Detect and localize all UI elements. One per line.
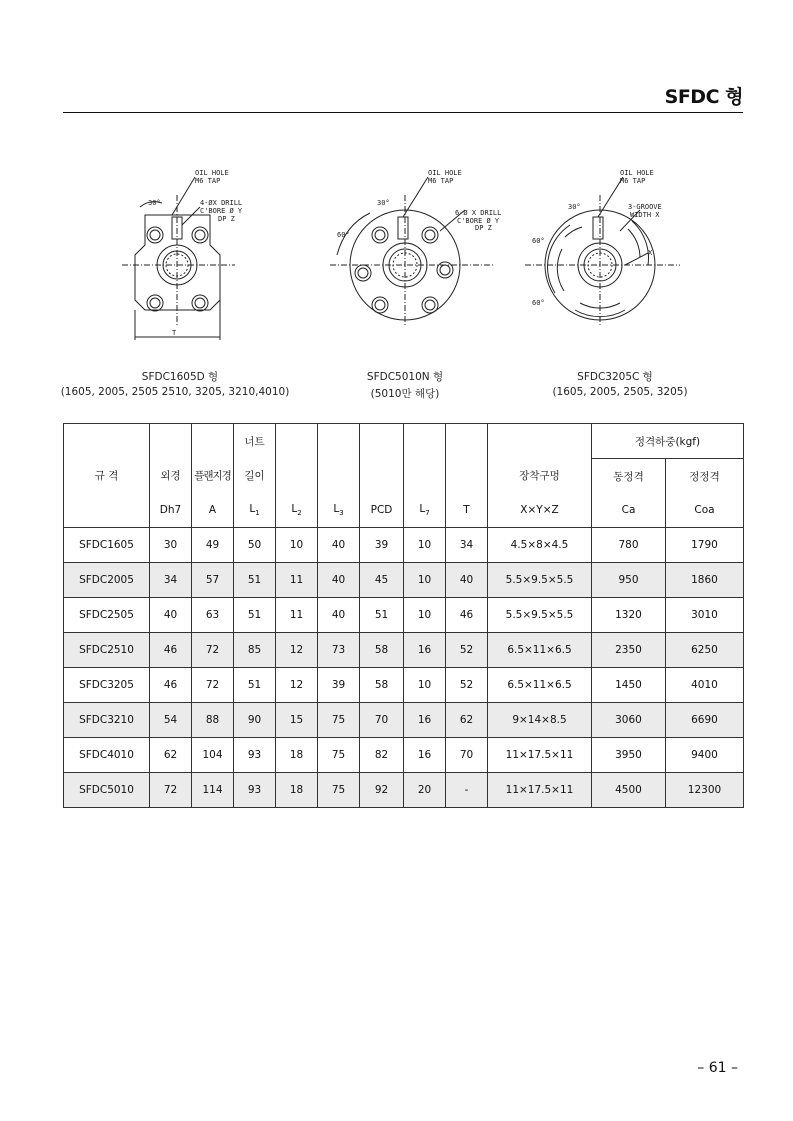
label-angle: 30° <box>148 199 161 207</box>
table-cell: SFDC2505 <box>64 598 150 633</box>
label-cbore: C'BORE Ø Y <box>457 217 500 225</box>
table-cell: 3060 <box>592 703 666 738</box>
table-cell: 3010 <box>666 598 744 633</box>
table-row <box>64 703 744 738</box>
caption-2a: SFDC5010N 형 <box>366 371 444 383</box>
header-pcd: PCD <box>360 493 404 528</box>
table-cell: 52 <box>446 668 488 703</box>
table-cell: 34 <box>150 563 192 598</box>
table-cell: 30 <box>150 528 192 563</box>
table-cell: 70 <box>446 738 488 773</box>
label-dp: DP Z <box>475 224 492 232</box>
table-cell: 10 <box>404 598 446 633</box>
label-m6-tap: M6 TAP <box>195 177 221 185</box>
table-row <box>64 563 744 598</box>
table-cell: - <box>446 773 488 808</box>
table-cell: 49 <box>192 528 234 563</box>
table-cell: 72 <box>150 773 192 808</box>
page-title: SFDC 형 <box>664 86 743 108</box>
table-cell: 73 <box>318 633 360 668</box>
header-dynamic: 동정격 <box>592 459 666 494</box>
table-cell: 70 <box>360 703 404 738</box>
table-cell: 57 <box>192 563 234 598</box>
table-cell: 9400 <box>666 738 744 773</box>
caption-2b: (5010만 해당) <box>370 388 440 400</box>
table-cell: SFDC2510 <box>64 633 150 668</box>
table-cell: 10 <box>404 668 446 703</box>
label-groove: 3-GROOVE <box>628 203 662 211</box>
table-cell: 58 <box>360 633 404 668</box>
header-coa: Coa <box>666 493 744 528</box>
header-rated-load: 정격하중(kgf) <box>592 424 744 459</box>
table-cell: 51 <box>234 598 276 633</box>
table-cell: 75 <box>318 738 360 773</box>
spec-table <box>63 423 744 808</box>
table-cell: 39 <box>318 668 360 703</box>
table-cell: 52 <box>446 633 488 668</box>
table-cell: 63 <box>192 598 234 633</box>
table-cell: 104 <box>192 738 234 773</box>
table-cell: SFDC4010 <box>64 738 150 773</box>
label-angle-30: 30° <box>377 199 390 207</box>
table-cell: SFDC3205 <box>64 668 150 703</box>
table-cell: 6.5×11×6.5 <box>488 633 592 668</box>
header-l7: $L_7$ <box>404 493 446 528</box>
header-mount-hole: 장착구멍 <box>488 459 592 494</box>
label-m6-tap: M6 TAP <box>428 177 454 185</box>
table-cell: 16 <box>404 633 446 668</box>
table-cell: 5.5×9.5×5.5 <box>488 598 592 633</box>
table-cell: SFDC3210 <box>64 703 150 738</box>
header-l2: $L_2$ <box>276 493 318 528</box>
header-flange: 플랜지경 <box>192 459 234 494</box>
table-cell: 46 <box>150 633 192 668</box>
table-cell: 45 <box>360 563 404 598</box>
table-cell: 40 <box>318 563 360 598</box>
table-cell: 4500 <box>592 773 666 808</box>
table-cell: 20 <box>404 773 446 808</box>
table-cell: 46 <box>150 668 192 703</box>
table-cell: 10 <box>404 528 446 563</box>
table-cell: 16 <box>404 703 446 738</box>
table-cell: 62 <box>446 703 488 738</box>
table-cell: 6250 <box>666 633 744 668</box>
label-oil-hole: OIL HOLE <box>195 169 229 177</box>
header-t: T <box>446 493 488 528</box>
table-cell: 75 <box>318 773 360 808</box>
table-cell: 11×17.5×11 <box>488 738 592 773</box>
label-angle-60a: 60° <box>532 237 545 245</box>
table-row <box>64 633 744 668</box>
label-cbore: C'BORE Ø Y <box>200 207 243 215</box>
table-cell: 72 <box>192 668 234 703</box>
table-cell: 39 <box>360 528 404 563</box>
table-cell: 72 <box>192 633 234 668</box>
table-cell: 4010 <box>666 668 744 703</box>
table-cell: 1450 <box>592 668 666 703</box>
label-angle-60b: 60° <box>532 299 545 307</box>
header-ca: Ca <box>592 493 666 528</box>
table-cell: 950 <box>592 563 666 598</box>
table-cell: 58 <box>360 668 404 703</box>
label-drill: 6-Ø X DRILL <box>455 209 502 217</box>
header-length: 길이 <box>234 459 276 494</box>
table-cell: 40 <box>318 598 360 633</box>
table-cell: 34 <box>446 528 488 563</box>
caption-3a: SFDC3205C 형 <box>577 371 653 383</box>
label-angle-60: 60° <box>337 231 350 239</box>
table-cell: SFDC1605 <box>64 528 150 563</box>
drawing-sfdc1605d <box>110 165 250 345</box>
label-angle-30: 30° <box>568 203 581 211</box>
table-cell: 46 <box>446 598 488 633</box>
table-cell: 4.5×8×4.5 <box>488 528 592 563</box>
table-cell: 18 <box>276 773 318 808</box>
table-cell: 10 <box>404 563 446 598</box>
label-dp: DP Z <box>218 215 235 223</box>
table-cell: 3950 <box>592 738 666 773</box>
header-l3: $L_3$ <box>318 493 360 528</box>
caption-1a: SFDC1605D 형 <box>141 371 219 383</box>
table-cell: 75 <box>318 703 360 738</box>
table-cell: 88 <box>192 703 234 738</box>
table-cell: 12300 <box>666 773 744 808</box>
table-cell: 2350 <box>592 633 666 668</box>
table-cell: 18 <box>276 738 318 773</box>
header-model: 규 격 <box>64 459 150 494</box>
table-row <box>64 773 744 808</box>
table-cell: 54 <box>150 703 192 738</box>
label-oil-hole: OIL HOLE <box>620 169 654 177</box>
header-a: A <box>192 493 234 528</box>
table-cell: 51 <box>234 563 276 598</box>
table-cell: 6.5×11×6.5 <box>488 668 592 703</box>
table-cell: 10 <box>276 528 318 563</box>
table-cell: 40 <box>318 528 360 563</box>
table-cell: SFDC2005 <box>64 563 150 598</box>
header-rule <box>63 112 743 113</box>
table-cell: 1860 <box>666 563 744 598</box>
header-dh7: Dh7 <box>150 493 192 528</box>
table-cell: 90 <box>234 703 276 738</box>
header-nut: 너트 <box>234 424 276 459</box>
table-cell: 40 <box>446 563 488 598</box>
table-cell: 40 <box>150 598 192 633</box>
drawing-sfdc3205c <box>520 165 700 330</box>
label-oil-hole: OIL HOLE <box>428 169 462 177</box>
table-cell: 114 <box>192 773 234 808</box>
table-cell: 15 <box>276 703 318 738</box>
header-xyz: X×Y×Z <box>488 493 592 528</box>
table-cell: 51 <box>360 598 404 633</box>
table-row <box>64 738 744 773</box>
table-cell: 12 <box>276 633 318 668</box>
table-cell: 16 <box>404 738 446 773</box>
table-row <box>64 598 744 633</box>
table-cell: 92 <box>360 773 404 808</box>
table-cell: 9×14×8.5 <box>488 703 592 738</box>
caption-3b: (1605, 2005, 2505, 3205) <box>552 386 688 398</box>
table-cell: 11 <box>276 563 318 598</box>
label-width: WIDTH X <box>630 211 660 219</box>
table-cell: 93 <box>234 738 276 773</box>
table-cell: 780 <box>592 528 666 563</box>
table-cell: 5.5×9.5×5.5 <box>488 563 592 598</box>
table-cell: 11 <box>276 598 318 633</box>
caption-1b: (1605, 2005, 2505 2510, 3205, 3210,4010) <box>60 386 290 398</box>
drawing-sfdc5010n <box>325 165 525 330</box>
table-cell: 1320 <box>592 598 666 633</box>
table-cell: 51 <box>234 668 276 703</box>
table-cell: 1790 <box>666 528 744 563</box>
label-t: T <box>172 329 177 337</box>
header-l1: $L_1$ <box>234 493 276 528</box>
table-cell: 6690 <box>666 703 744 738</box>
table-cell: 85 <box>234 633 276 668</box>
table-cell: 82 <box>360 738 404 773</box>
table-cell: 50 <box>234 528 276 563</box>
table-row <box>64 668 744 703</box>
label-x: X <box>648 249 653 257</box>
table-cell: SFDC5010 <box>64 773 150 808</box>
header-od: 외경 <box>150 459 192 494</box>
table-cell: 93 <box>234 773 276 808</box>
label-m6-tap: M6 TAP <box>620 177 646 185</box>
table-row <box>64 528 744 563</box>
label-drill: 4-ØX DRILL <box>200 199 243 207</box>
page-number: – 61 – <box>697 1060 738 1076</box>
table-cell: 62 <box>150 738 192 773</box>
table-cell: 12 <box>276 668 318 703</box>
table-cell: 11×17.5×11 <box>488 773 592 808</box>
header-static: 정정격 <box>666 459 744 494</box>
